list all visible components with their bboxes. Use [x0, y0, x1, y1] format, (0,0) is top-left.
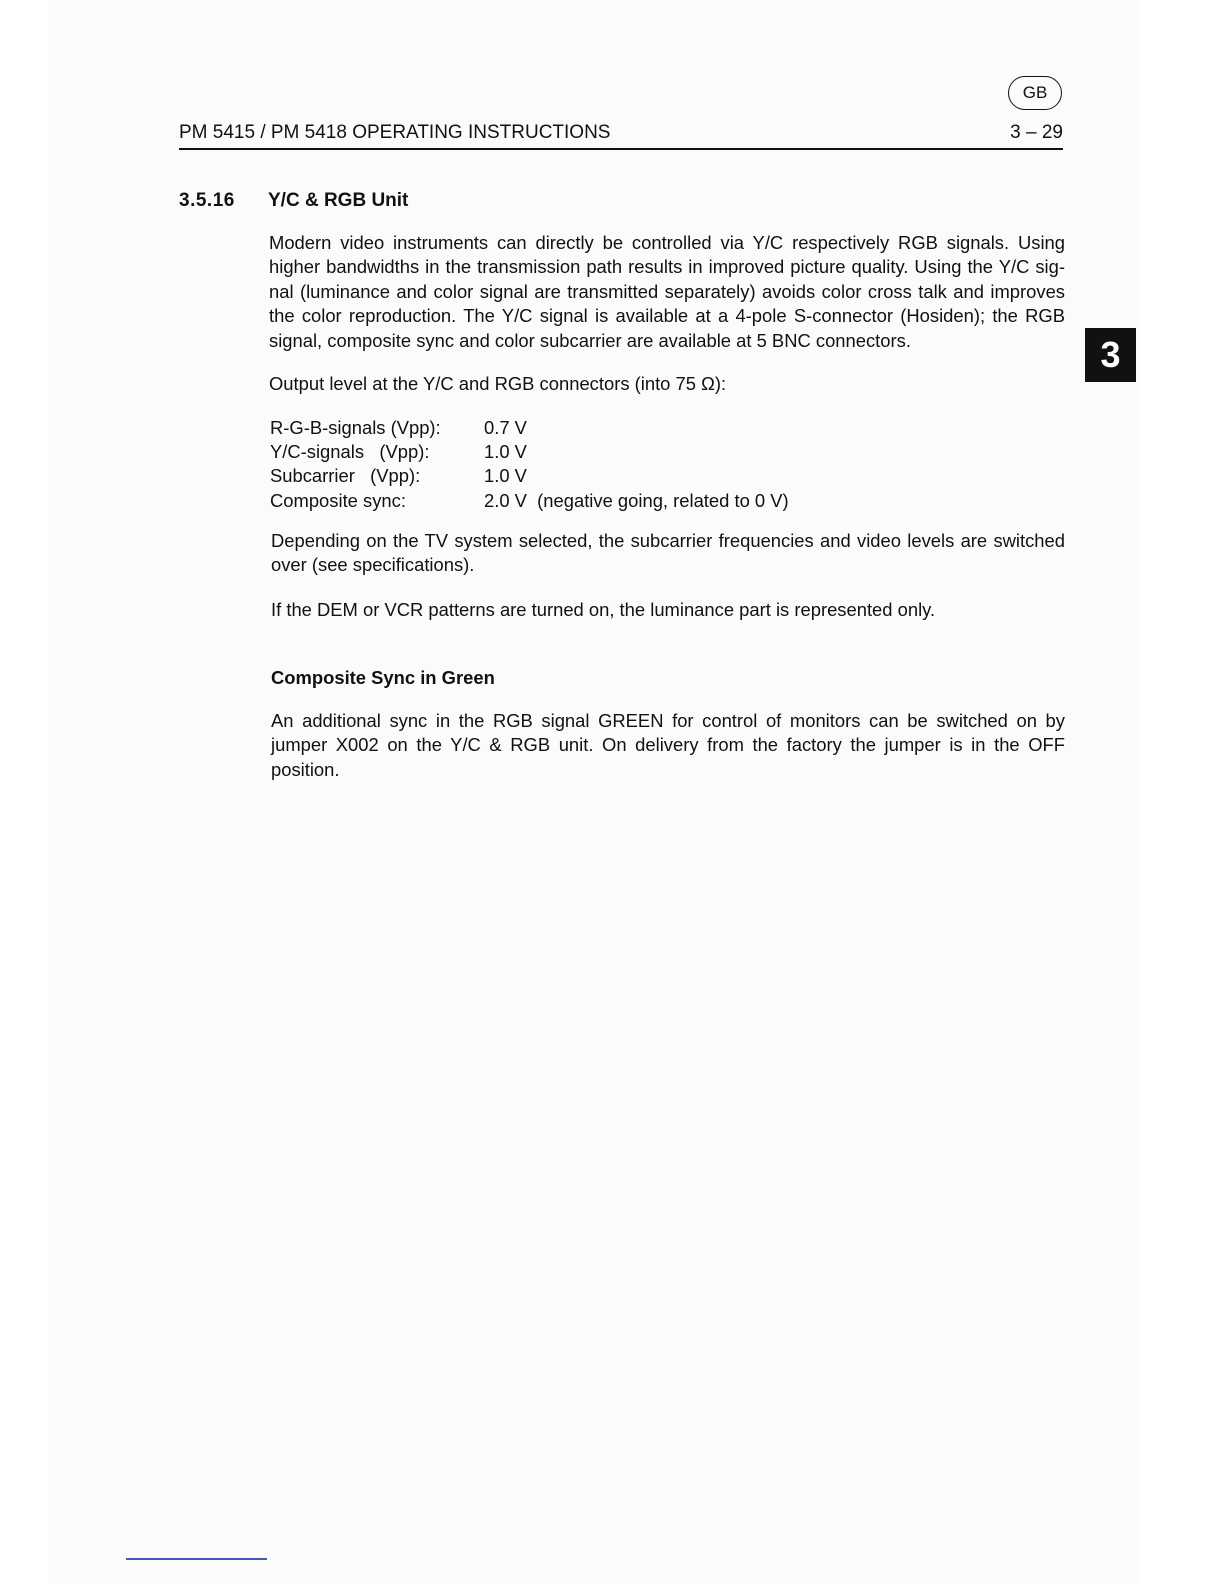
- section-title: Y/C & RGB Unit: [268, 190, 409, 211]
- spec-value: 2.0 V (negative going, related to 0 V): [484, 489, 789, 511]
- spec-value: 1.0 V: [484, 465, 527, 487]
- spec-label: Composite sync:: [270, 489, 406, 511]
- language-badge: GB: [1008, 76, 1062, 110]
- spec-row-composite-sync: [270, 489, 789, 513]
- footer-divider: [126, 1558, 267, 1560]
- dem-vcr-paragraph: If the DEM or VCR patterns are turned on, the luminance part is represented only.: [271, 599, 936, 620]
- spec-row-subcarrier: [270, 464, 527, 488]
- output-level-table: [270, 416, 789, 513]
- page-header: [179, 122, 1063, 150]
- spec-label: R-G-B-signals (Vpp):: [270, 417, 441, 438]
- subsection-title: Composite Sync in Green: [271, 667, 495, 688]
- output-level-paragraph: Output level at the Y/C and RGB connectors (into 75 Ω):: [269, 373, 727, 394]
- section-number: 3.5.16: [179, 190, 235, 211]
- intro-paragraph: Modern video instruments can directly be controlled via Y/C respectively RGB signals. Using higher bandwidths in the transmission path results in improved picture quality. Using the Y/C signal (luminance and color signal are transmitted separately) avoids color cross talk and improves the color reproduction. The Y/C signal is available at a 4-pole S-connector (Hosiden); the RGB signal, composite sync and color subcarrier are available at 5 BNC connectors.: [269, 232, 1065, 351]
- spec-row-yc: [270, 440, 527, 464]
- spec-value: 1.0 V: [484, 441, 527, 463]
- document-title: PM 5415 / PM 5418 OPERATING INSTRUCTIONS: [179, 122, 611, 143]
- spec-row-rgb: [270, 416, 527, 440]
- tv-system-paragraph: Depending on the TV system selected, the subcarrier frequencies and video levels are switched over (see specifications).: [271, 530, 1065, 576]
- spec-label: Y/C-signals (Vpp):: [270, 441, 430, 463]
- page-number: 3 – 29: [1010, 122, 1063, 143]
- chapter-tab: 3: [1085, 328, 1136, 382]
- spec-label: Subcarrier (Vpp):: [270, 465, 421, 487]
- sync-in-green-paragraph: An additional sync in the RGB signal GREEN for control of monitors can be switched on by jumper X002 on the Y/C & RGB unit. On delivery from the factory the jumper is in the OFF position.: [271, 710, 1065, 780]
- spec-value: 0.7 V: [484, 417, 527, 438]
